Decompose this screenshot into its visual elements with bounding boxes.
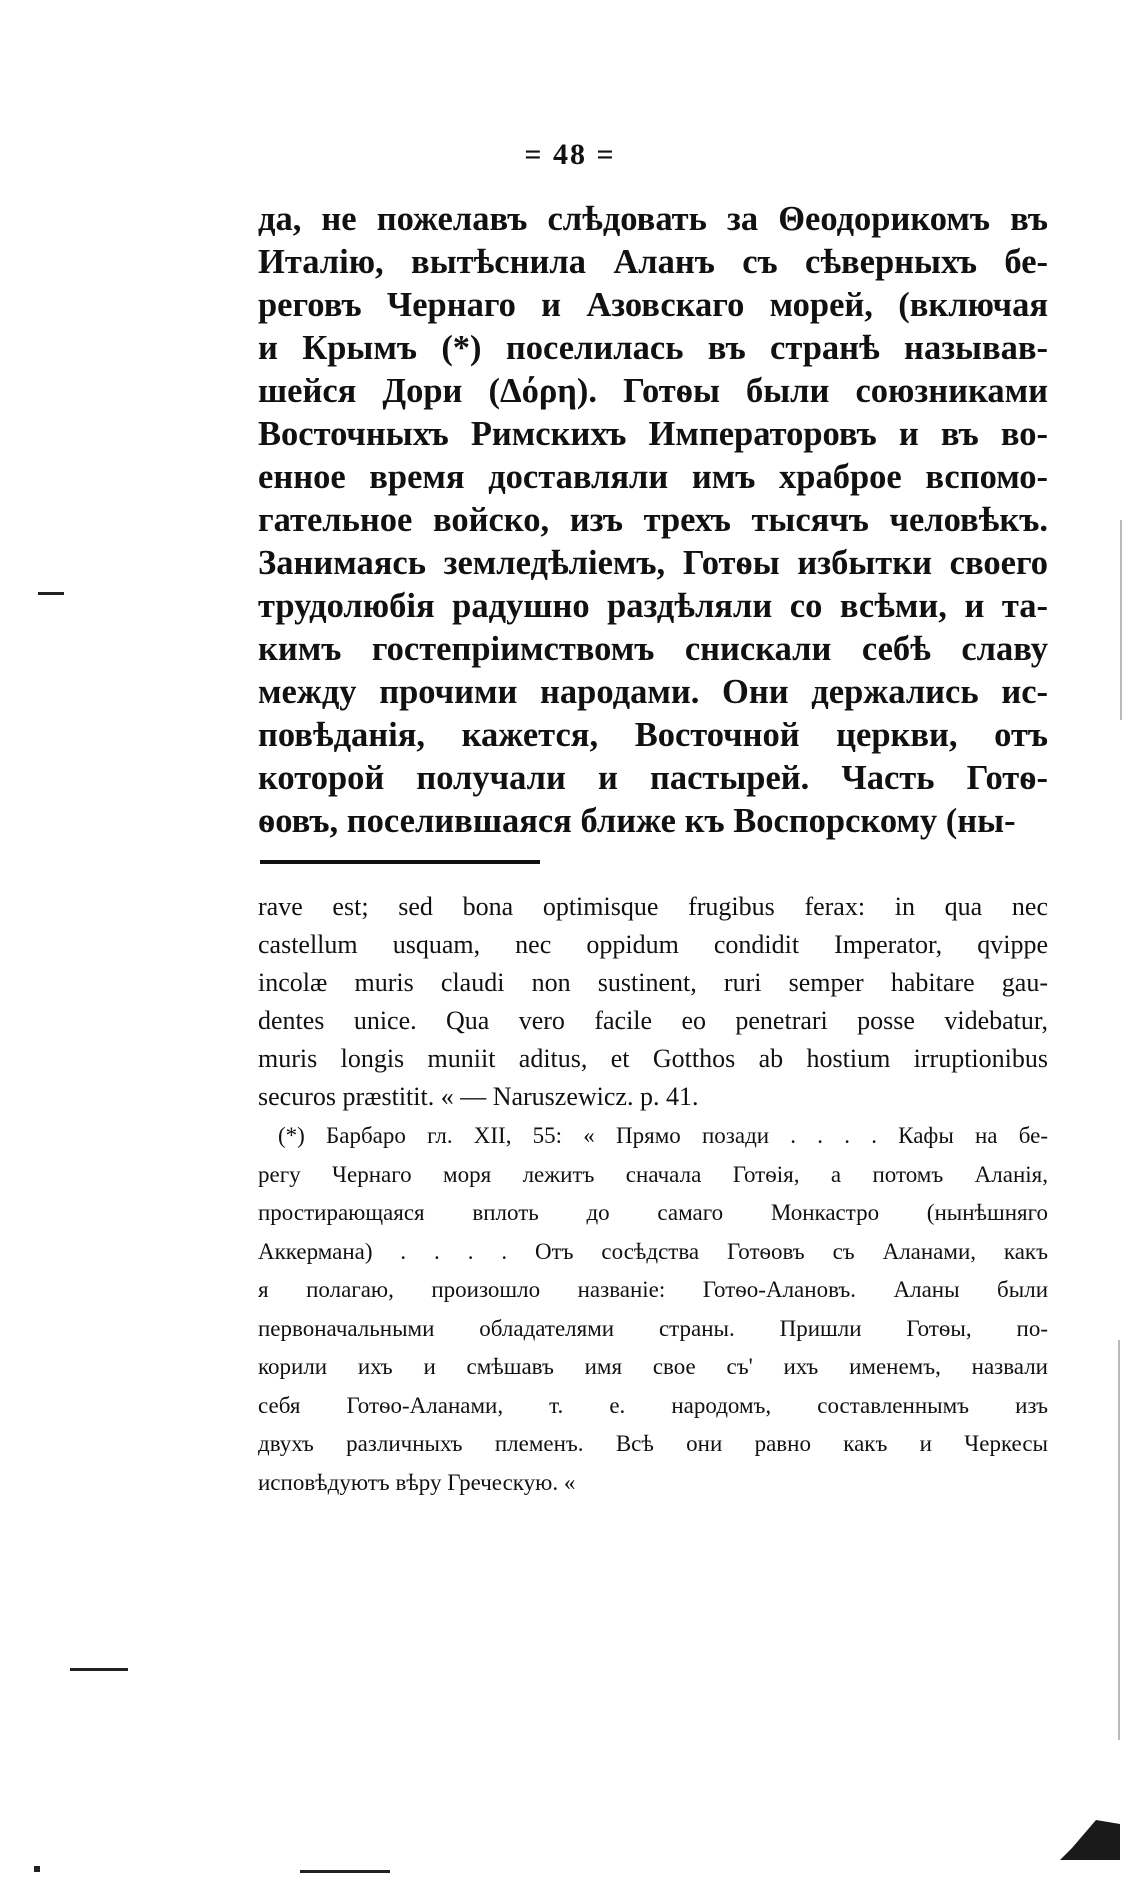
- footnote-line: исповѣдуютъ вѣру Греческую. «: [258, 1469, 576, 1495]
- page-number: = 48 =: [524, 138, 616, 171]
- footnote-russian: [258, 1117, 1048, 1502]
- main-text: [258, 198, 1048, 843]
- scan-speck: [70, 1668, 128, 1671]
- footnote-line: dentes unice. Qua vero facile eo penetrari posse videbatur,: [258, 1006, 1048, 1035]
- footnote-line: incolæ muris claudi non sustinent, ruri semper habitare gau-: [258, 968, 1048, 997]
- scan-speck: [1118, 1340, 1120, 1740]
- main-line: Восточныхъ Римскихъ Императоровъ и въ во-: [258, 415, 1048, 453]
- scan-speck: [1120, 520, 1122, 720]
- scan-speck: [1060, 1820, 1120, 1860]
- footnote-line: Аккермана) . . . . Отъ сосѣдства Готѳовъ съ Аланами, какъ: [258, 1238, 1048, 1264]
- main-line: реговъ Чернаго и Азовскаго морей, (включая: [258, 286, 1048, 324]
- footnote-line: себя Готѳо-Аланами, т. е. народомъ, составленнымъ изъ: [258, 1392, 1048, 1418]
- footnote-line: muris longis muniit aditus, et Gotthos ab hostium irruptionibus: [258, 1044, 1048, 1073]
- footnote-line: первоначальными обладателями страны. Пришли Готѳы, по-: [258, 1315, 1048, 1341]
- footnote-line: (*) Барбаро гл. XII, 55: « Прямо позади . . . . Кафы на бе-: [278, 1123, 1048, 1148]
- main-line: повѣданія, кажется, Восточной церкви, отъ: [258, 716, 1048, 754]
- footnote-latin: [258, 888, 1048, 1116]
- footnote-line: я полагаю, произошло названіе: Готѳо-Алановъ. Аланы были: [258, 1277, 1048, 1302]
- scan-speck: [38, 592, 64, 595]
- main-line: кимъ гостепріимствомъ снискали себѣ славу: [258, 630, 1048, 668]
- main-line: ѳовъ, поселившаяся ближе къ Воспорскому (ны-: [258, 802, 1016, 840]
- main-line: трудолюбія радушно раздѣляли со всѣми, и та-: [258, 587, 1048, 625]
- footnote-line: rave est; sed bona optimisque frugibus ferax: in qua nec: [258, 892, 1048, 921]
- footnote-line: корили ихъ и смѣшавъ имя свое съ' ихъ именемъ, назвали: [258, 1354, 1048, 1379]
- footnote-line: двухъ различныхъ племенъ. Всѣ они равно какъ и Черкесы: [258, 1431, 1048, 1456]
- scan-speck: [34, 1866, 40, 1872]
- main-line: между прочими народами. Они держались ис-: [258, 673, 1048, 711]
- scan-speck: [300, 1870, 390, 1873]
- footnote-line: castellum usquam, nec oppidum condidit Imperator, qvippe: [258, 930, 1048, 959]
- footnote-rule: [260, 860, 540, 864]
- main-line: Италію, вытѣснила Аланъ съ сѣверныхъ бе-: [258, 243, 1048, 281]
- footnote-line: securos præstitit. « — Naruszewicz. p. 41.: [258, 1082, 699, 1111]
- main-line: гательное войско, изъ трехъ тысячъ человѣкъ.: [258, 501, 1048, 539]
- main-line: и Крымъ (*) поселилась въ странѣ называв-: [258, 329, 1048, 367]
- main-line: да, не пожелавъ слѣдовать за Θеодорикомъ въ: [258, 200, 1048, 238]
- main-line: шейся Дори (Δόρη). Готѳы были союзниками: [258, 372, 1048, 410]
- main-line: енное время доставляли имъ храброе вспомо-: [258, 458, 1048, 496]
- footnote-line: регу Чернаго моря лежитъ сначала Готѳія, а потомъ Аланія,: [258, 1161, 1048, 1187]
- footnote-line: простирающаяся вплоть до самаго Монкастро (нынѣшняго: [258, 1200, 1048, 1225]
- main-line: Занимаясь земледѣліемъ, Готѳы избытки своего: [258, 544, 1048, 582]
- main-line: которой получали и пастырей. Часть Готѳ-: [258, 759, 1048, 797]
